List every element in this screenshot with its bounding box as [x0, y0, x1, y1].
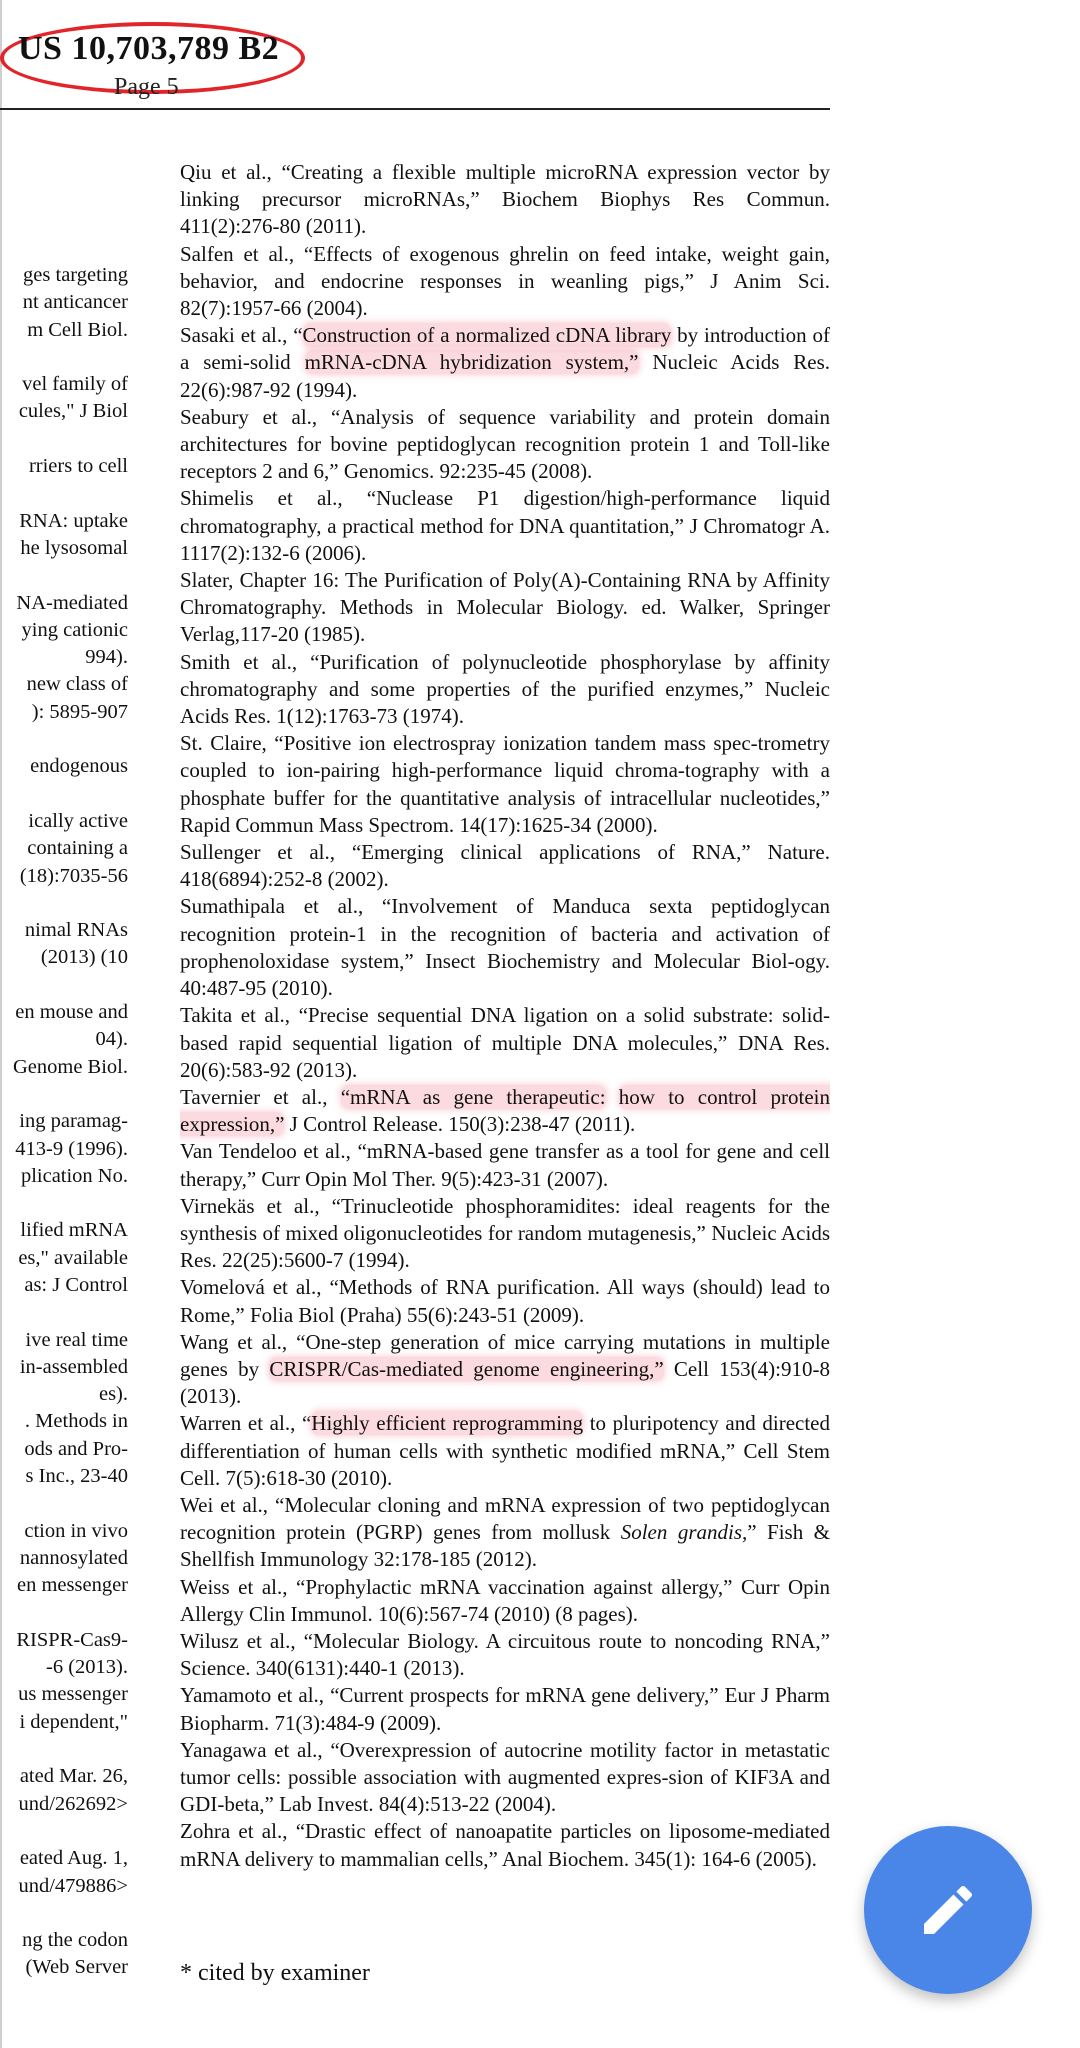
- left-column-fragment: . Methods in: [24, 1410, 128, 1433]
- reference-text: Wei et al., “Molecular cloning and mRNA expression of two peptidoglycan recognition protein (PGRP) genes from mollusk: [180, 1492, 830, 1545]
- highlighted-text: Construction of a normalized cDNA library: [302, 323, 672, 348]
- left-column-fragment: en messenger: [17, 1574, 128, 1597]
- patent-number: US 10,703,789 B2: [18, 30, 280, 67]
- reference-text: Salfen et al., “Effects of exogenous ghrelin on feed intake, weight gain, behavior, and endocrine responses in weanling pigs,” J Anim Sci. 82(7):1957-66 (2004).: [180, 241, 830, 321]
- reference-entry: [180, 322, 830, 404]
- left-column-fragment: [0, 1081, 128, 1108]
- left-column-fragment: und/479886>: [18, 1874, 128, 1897]
- highlighted-text: how to control protein expression,”: [180, 1084, 830, 1137]
- reference-entry: [180, 1492, 830, 1574]
- left-column-fragment: und/262692>: [18, 1792, 128, 1815]
- left-column-fragment: nannosylated: [19, 1546, 128, 1569]
- reference-entry: [180, 1410, 830, 1492]
- left-column-fragment: rriers to cell: [28, 455, 128, 478]
- left-column-fragment: [0, 972, 128, 999]
- reference-text: Takita et al., “Precise sequential DNA ligation on a solid substrate: solid-based rapid sequential ligation of multiple DNA molecules,” DNA Res. 20(6):583-92 (2013).: [180, 1003, 830, 1082]
- page-header: [0, 0, 1080, 120]
- reference-entry: [180, 567, 830, 649]
- left-column-fragment: ing paramag-: [19, 1110, 128, 1133]
- reference-entry: [180, 1818, 830, 1872]
- left-column-fragment: ction in vivo: [24, 1519, 128, 1542]
- left-column-fragment: en mouse and: [15, 1001, 128, 1024]
- reference-entry: [180, 485, 830, 567]
- left-column-fragment: containing a: [27, 837, 128, 860]
- reference-text: by introduction of a semi-solid: [180, 323, 830, 375]
- left-column-fragment: nimal RNAs: [24, 919, 128, 942]
- reference-text: ” Fish & Shellfish Immunology 32:178-185 (2012).: [180, 1520, 831, 1572]
- reference-text: Zohra et al., “Drastic effect of nanoapatite particles on liposome-mediated mRNA delivery to mammalian cells,” Anal Biochem. 345(1): 164-6 (2005).: [180, 1819, 830, 1871]
- left-column-fragment: ive real time: [25, 1328, 128, 1351]
- reference-text: Smith et al., “Purification of polynucleotide phosphorylase by affinity chromatography and some properties of the purified enzymes,” Nucleic Acids Res. 1(12):1763-73 (1974).: [180, 649, 830, 729]
- reference-entry: [180, 404, 830, 486]
- reference-text: Warren et al., “: [180, 1411, 312, 1436]
- left-column-fragment: es," available: [18, 1246, 128, 1269]
- reference-text: Solen grandis,: [620, 1520, 748, 1545]
- left-column-fragment: nt anticancer: [22, 291, 128, 314]
- left-column-fragment: in-assembled: [19, 1355, 128, 1378]
- left-column-fragment: Genome Biol.: [12, 1055, 128, 1078]
- reference-entry: [180, 893, 830, 1002]
- left-column-fragment: ): 5895-907: [31, 700, 128, 723]
- reference-entry: [180, 1682, 830, 1736]
- reference-text: Sasaki et al., “: [180, 323, 303, 348]
- cited-by-examiner-note: * cited by examiner: [180, 1960, 370, 1986]
- reference-text: Yanagawa et al., “Overexpression of autocrine motility factor in metastatic tumor cells: possible association with augmented expres-sion of KIF3A and GDI-beta,” Lab Invest. 84(4):513-22 (2004).: [180, 1737, 830, 1817]
- left-column-fragment: endogenous: [30, 755, 128, 778]
- left-column-fragment: ods and Pro-: [24, 1437, 128, 1460]
- reference-text: J Control Release. 150(3):238-47 (2011).: [284, 1112, 636, 1137]
- reference-entry: [180, 1002, 830, 1084]
- left-column-fragment: (2013) (10: [40, 946, 128, 969]
- left-column-fragment: i dependent,": [19, 1710, 128, 1733]
- reference-entry: [180, 1193, 830, 1275]
- left-column-fragment: (Web Server: [25, 1956, 128, 1979]
- left-column-fragment: he lysosomal: [20, 536, 128, 559]
- reference-text: Slater, Chapter 16: The Purification of Poly(A)-Containing RNA by Affinity Chromatography. Methods in Molecular Biology. ed. Walker, Springer Verlag,117-20 (1985).: [180, 568, 830, 647]
- reference-text: Vomelová et al., “Methods of RNA purification. All ways (should) lead to Rome,” Folia Biol (Praha) 55(6):243-51 (2009).: [180, 1275, 830, 1327]
- left-column-fragment: ges targeting: [23, 264, 128, 286]
- reference-text: Wilusz et al., “Molecular Biology. A circuitous route to noncoding RNA,” Science. 340(6131):440-1 (2013).: [180, 1628, 830, 1681]
- highlighted-text: Highly efficient reprogramming: [311, 1411, 584, 1436]
- left-column-fragment: es).: [98, 1383, 128, 1406]
- left-column-fragment: m Cell Biol.: [27, 318, 128, 341]
- reference-text: Weiss et al., “Prophylactic mRNA vaccination against allergy,” Curr Opin Allergy Clin Immunol. 10(6):567-74 (2010) (8 pages).: [180, 1574, 830, 1626]
- reference-text: Cell 153(4):910-8 (2013).: [180, 1356, 830, 1409]
- left-column-fragment: [0, 726, 128, 753]
- reference-text: [606, 1085, 619, 1109]
- left-column-fragment: 413-9 (1996).: [15, 1137, 128, 1160]
- reference-text: Sumathipala et al., “Involvement of Manduca sexta peptidoglycan recognition protein-1 in the recognition of bacteria and activation of prophenoloxidase system,” Insect Biochemistry and Molecular Biol-ogy. 40:487-95 (2010).: [180, 894, 830, 1001]
- reference-entry: [180, 1329, 830, 1411]
- left-column-fragment: [0, 1900, 128, 1927]
- left-column-fragments: [0, 262, 128, 1982]
- left-column-fragment: s Inc., 23-40: [25, 1465, 128, 1488]
- reference-entry: [180, 1138, 830, 1192]
- reference-entry: [180, 1737, 830, 1819]
- reference-entry: [180, 1628, 830, 1682]
- left-column-fragment: plication No.: [20, 1164, 128, 1187]
- left-column-fragment: vel family of: [22, 373, 128, 396]
- left-column-fragment: ated Mar. 26,: [19, 1765, 128, 1788]
- left-column-fragment: [0, 1600, 128, 1627]
- left-column-fragment: eated Aug. 1,: [19, 1847, 128, 1870]
- reference-entry: [180, 1574, 830, 1628]
- left-column-fragment: as: J Control: [24, 1273, 128, 1296]
- reference-entry: [180, 649, 830, 731]
- reference-entry: [180, 839, 830, 893]
- left-column-fragment: NA-mediated: [16, 591, 128, 614]
- left-column-fragment: us messenger: [18, 1683, 128, 1706]
- left-column-fragment: RISPR-Cas9-: [16, 1628, 128, 1651]
- reference-text: Yamamoto et al., “Current prospects for mRNA gene delivery,” Eur J Pharm Biopharm. 71(3):484-9 (2009).: [180, 1683, 830, 1735]
- reference-text: Qiu et al., “Creating a flexible multiple microRNA expression vector by linking precursor microRNAs,” Biochem Biophys Res Commun. 411(2):276-80 (2011).: [180, 160, 830, 239]
- page-label: Page 5: [114, 74, 179, 100]
- reference-entry: [180, 730, 830, 839]
- left-column-fragment: [0, 1490, 128, 1517]
- reference-text: Wang et al., “One-step generation of mice carrying mutations in multiple genes by: [180, 1329, 830, 1381]
- left-column-fragment: [0, 480, 128, 507]
- left-column-fragment: RNA: uptake: [19, 509, 128, 532]
- left-column-fragment: 04).: [95, 1028, 128, 1051]
- reference-text: Seabury et al., “Analysis of sequence variability and protein domain architectures for bovine peptidoglycan recognition protein 1 and Toll-like receptors 2 and 6,” Genomics. 92:235-45 (2008).: [180, 404, 830, 484]
- left-column-fragment: [0, 1818, 128, 1845]
- left-column-fragment: -6 (2013).: [46, 1656, 128, 1679]
- reference-text: Van Tendeloo et al., “mRNA-based gene transfer as a tool for gene and cell therapy,” Curr Opin Mol Ther. 9(5):423-31 (2007).: [180, 1139, 830, 1191]
- left-column-fragment: [0, 1736, 128, 1763]
- reference-text: Sullenger et al., “Emerging clinical applications of RNA,” Nature. 418(6894):252-8 (2002).: [180, 840, 830, 892]
- left-column-fragment: [0, 890, 128, 917]
- left-column-fragment: ically active: [28, 809, 128, 832]
- left-column-fragment: ying cationic: [21, 618, 128, 641]
- reference-text: Nucleic Acids Res. 22(6):987-92 (1994).: [180, 350, 831, 402]
- left-column-fragment: lified mRNA: [20, 1219, 128, 1242]
- left-column-fragment: (18):7035-56: [19, 864, 128, 887]
- highlighted-text: mRNA-cDNA hybridization system,”: [304, 350, 639, 375]
- reference-list: [180, 159, 830, 1873]
- left-column-fragment: new class of: [26, 673, 128, 696]
- pencil-icon: [916, 1878, 980, 1942]
- highlighted-text: CRISPR/Cas-mediated genome engineering,”: [269, 1356, 664, 1381]
- header-divider: [0, 108, 830, 110]
- reference-text: to pluripotency and directed differentiation of human cells with synthetic modified mRNA,” Cell Stem Cell. 7(5):618-30 (2010).: [180, 1411, 830, 1490]
- left-column-fragment: 994).: [85, 646, 128, 669]
- left-column-fragment: [0, 344, 128, 371]
- left-column-fragment: ng the codon: [22, 1929, 128, 1952]
- reference-entry: [180, 1084, 830, 1138]
- highlighted-text: “mRNA as gene therapeutic:: [340, 1084, 606, 1109]
- reference-text: Shimelis et al., “Nuclease P1 digestion/high-performance liquid chromatography, a practical method for DNA quantitation,” J Chromatogr A. 1117(2):132-6 (2006).: [180, 486, 830, 565]
- left-column-fragment: [0, 562, 128, 589]
- left-column-fragment: [0, 1299, 128, 1326]
- left-column-fragment: [0, 426, 128, 453]
- left-column-fragment: [0, 781, 128, 808]
- reference-entry: [180, 241, 830, 323]
- reference-entry: [180, 159, 830, 241]
- left-column-fragment: [0, 1190, 128, 1217]
- edit-fab-button[interactable]: [864, 1826, 1032, 1994]
- reference-text: Tavernier et al.,: [180, 1084, 341, 1109]
- reference-text: St. Claire, “Positive ion electrospray ionization tandem mass spec-trometry coupled to ion-pairing high-performance liquid chroma-tography with a phosphate buffer for the quantitative analysis of intracellular nucleotides,” Rapid Commun Mass Spectrom. 14(17):1625-34 (2000).: [180, 731, 830, 837]
- reference-text: Virnekäs et al., “Trinucleotide phosphoramidites: ideal reagents for the synthesis of mixed oligonucleotides for random mutagenesis,” Nucleic Acids Res. 22(25):5600-7 (1994).: [180, 1193, 830, 1273]
- reference-entry: [180, 1274, 830, 1328]
- left-column-fragment: cules," J Biol: [18, 400, 128, 423]
